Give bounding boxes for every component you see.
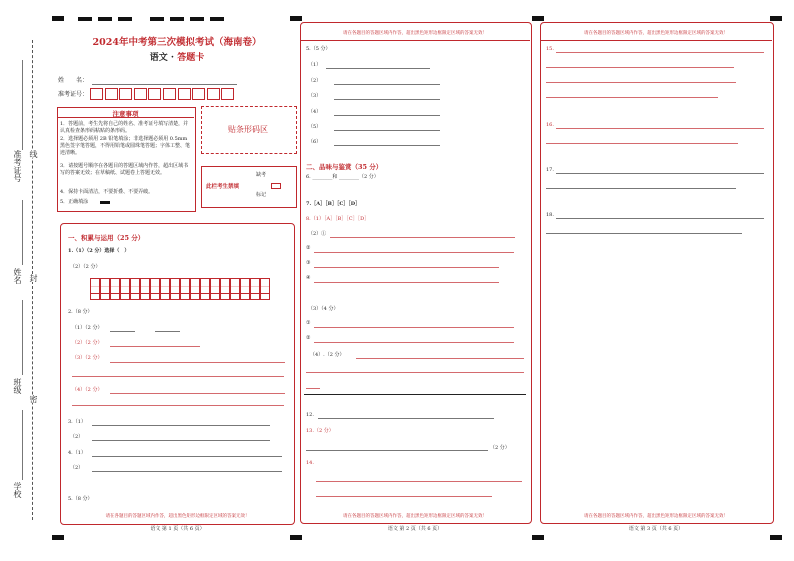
binding-field-line [22,410,23,480]
answer-line[interactable] [314,267,499,268]
ticket-digit-box[interactable] [178,88,191,100]
q15: 15. [546,46,554,52]
alignment-mark [190,17,204,21]
answer-line[interactable] [556,52,764,53]
q2-1: （1）（2 分） [72,325,103,331]
q6: 6. ________和 ________（2 分） [306,174,379,180]
q5: 5.（8 分） [68,496,93,502]
barcode-label: 贴条形码区 [228,125,268,134]
subtitle-red: 答题卡 [177,53,205,63]
grid-cell[interactable] [230,286,240,300]
q1-1: 1.（1）（2 分）选择（ ） [68,248,130,254]
answer-line[interactable] [546,233,742,234]
grid-cell[interactable] [250,286,260,300]
answer-line[interactable] [334,84,440,85]
q5-1: （1） [308,62,322,68]
notice-item: 3．请按题号顺序在各题目的答题区域内作答，超出区域书写的答案无效；在草稿纸、试题卷上答题无效。 [60,163,189,176]
q3-2: （2） [70,434,84,440]
section-1-title: 一、积累与运用（25 分） [68,234,145,242]
grid-cell[interactable] [100,286,110,300]
q18: 18. [546,212,554,218]
notice-item: 4．保持卡面清洁，不要折叠、不要弄破。 [60,189,154,195]
answer-line[interactable] [546,97,718,98]
answer-line[interactable] [72,376,284,377]
alignment-mark [52,535,64,540]
q8-1 [306,216,369,223]
q3-1: 3.（1） [68,419,86,425]
grid-cell[interactable] [130,286,140,300]
answer-line[interactable] [546,188,736,189]
q2: 2.（8 分） [68,309,93,315]
notice-item: 5．正确填涂 [60,199,89,205]
grid-cell[interactable] [190,286,200,300]
name-label: 姓 名： [58,77,89,84]
q4-2: （2） [70,465,84,471]
page-footer: 语文 第 1 页（共 6 页） [150,526,205,532]
answer-line[interactable] [314,327,514,328]
ticket-digit-box[interactable] [148,88,161,100]
answer-line[interactable] [546,143,738,144]
boundary-notice: 请在各题目的答题区域内作答，超出黑色矩形边框限定区域的答案无效！ [584,31,728,36]
ticket-digit-box[interactable] [207,88,220,100]
alignment-mark [290,535,302,540]
q1-2: （2）（2 分） [70,264,101,270]
alignment-mark [770,16,782,21]
binding-class-label: 班级 [13,378,22,394]
binding-name-label: 姓名 [13,268,22,284]
circled-4: ④ [306,275,311,281]
notice-divider [540,40,772,41]
alignment-mark [532,535,544,540]
answer-line[interactable] [556,173,764,174]
section-2-title: 二、品味与鉴赏（35 分） [306,163,383,171]
alignment-mark [210,17,224,21]
q14: 14. [306,460,314,466]
binding-field-line [22,300,23,375]
ticket-digit-box[interactable] [221,88,234,100]
ticket-digit-box[interactable] [192,88,205,100]
answer-line[interactable] [546,82,736,83]
binding-field-line [22,60,23,150]
answer-line[interactable] [356,358,524,359]
q5-title: 5.（5 分） [306,46,331,52]
q2-2: （2）（2 分） [72,340,103,346]
notice-title: 注意事项 [112,110,139,118]
q5-5: （5） [308,124,322,130]
answer-line[interactable] [316,496,492,497]
q7: 7.［A］［B］［C］［D］ [306,201,361,207]
absent-checkbox[interactable] [271,183,281,189]
notice-item: 1．答题前，考生先将自己的姓名、准考证号填写清楚，并认真检查条形码粘贴的条形码。 [60,121,189,134]
answer-line[interactable] [334,115,440,116]
boundary-notice: 请在各题目的答题区域内作答，超出黑色矩形边框限定区域的答案无效！ [105,514,250,519]
page-footer: 语文 第 3 页（共 6 页） [628,526,684,532]
notice-divider [300,40,530,41]
q8-3: （3）（4 分） [308,306,339,312]
binding-seal-label: 封 [29,274,38,282]
answer-line[interactable] [92,440,270,441]
q8-2: （2）① [308,231,327,237]
grid-cell[interactable] [260,286,270,300]
q5-3: （3） [308,93,322,99]
grid-cell[interactable] [150,286,160,300]
answer-line[interactable] [318,418,494,419]
circled-3: ③ [306,260,311,266]
q5-6: （6） [308,139,322,145]
alignment-mark [98,17,112,21]
q4-1: 4.（1） [68,450,86,456]
ticket-digit-box[interactable] [119,88,132,100]
answer-line[interactable] [326,68,430,69]
absent-note: 此栏考生禁填 [206,184,240,190]
answer-line[interactable] [556,128,764,129]
q5-4: （4） [308,109,322,115]
binding-school-label: 学校 [13,482,22,498]
absent-label: 缺考 [256,172,267,178]
grid-cell[interactable] [220,286,230,300]
q17: 17. [546,167,554,173]
grid-cell[interactable] [210,286,220,300]
grid-cell[interactable] [90,286,100,300]
boundary-notice: 请在各题目的答题区域内作答，超出黑色矩形边框限定区域的答案无效！ [343,514,487,519]
q5-2: （2） [308,78,322,84]
answer-line[interactable] [306,450,488,451]
answer-line[interactable] [334,130,440,131]
q2-3: （3）（2 分） [72,355,103,361]
alignment-mark [290,16,302,21]
grid-cell[interactable] [110,286,120,300]
answer-line[interactable] [72,405,284,406]
section-divider [304,394,526,395]
q13-points: （2 分） [490,445,510,451]
q8-1-label: 8.（1）［A］［B］［C］［D］ [306,216,370,222]
answer-line[interactable] [110,331,135,332]
alignment-mark [770,535,782,540]
binding-seal-label: 密 [29,395,38,403]
answer-line[interactable] [316,481,522,482]
answer-line[interactable] [155,331,180,332]
page-footer: 语文 第 2 页（共 6 页） [387,526,443,532]
subtitle-prefix: 语文 · [149,53,178,63]
grid-cell[interactable] [160,286,170,300]
alignment-mark [170,17,184,21]
ticket-digit-box[interactable] [105,88,118,100]
grid-cell[interactable] [240,286,250,300]
binding-field-line [22,200,23,265]
sheet-subtitle [72,50,282,63]
circled2-1: ① [306,320,311,326]
absent-label: 标记 [256,192,267,198]
circled-2: ② [306,245,311,251]
answer-line[interactable] [314,252,514,253]
alignment-mark [78,17,92,21]
answer-line[interactable] [110,362,285,363]
boundary-notice: 请在各题目的答题区域内作答，超出黑色矩形边框限定区域的答案无效！ [584,514,728,519]
q13: 13.（2 分） [306,428,334,434]
answer-line[interactable] [334,99,440,100]
answer-line[interactable] [110,346,200,347]
notice-divider [57,117,194,118]
ticket-digit-box[interactable] [163,88,176,100]
answer-line[interactable] [110,393,285,394]
alignment-mark [52,16,64,21]
binding-ticket-label: 准考证号 [13,150,22,182]
q2-4: （4）（2 分） [72,387,103,393]
answer-line[interactable] [556,218,764,219]
answer-line[interactable] [314,342,514,343]
alignment-mark [150,17,164,21]
ticket-label: 准考证号： [58,91,89,98]
alignment-mark [118,17,132,21]
answer-line[interactable] [334,145,440,146]
binding-seal-label: 线 [29,150,38,158]
answer-line[interactable] [92,471,282,472]
notice-item: 2．选择题必须用 2B 铅笔填涂；非选择题必须用 0.5mm 黑色签字笔答题，不得用铅笔或圆珠笔答题；字体工整、笔迹清晰。 [60,136,191,156]
grid-cell[interactable] [140,286,150,300]
q16: 16. [546,122,554,128]
answer-line[interactable] [306,388,320,389]
fill-sample [100,201,110,204]
alignment-mark [532,16,544,21]
boundary-notice: 请在各题目的答题区域内作答，超出黑色矩形边框限定区域的答案无效！ [343,31,487,36]
ticket-digit-box[interactable] [134,88,147,100]
answer-line[interactable] [92,456,282,457]
circled2-2: ② [306,335,311,341]
answer-line[interactable] [546,67,734,68]
q8-4: （4）.（2 分） [310,352,345,358]
name-field[interactable] [92,84,237,85]
sheet-title: 2024年中考第三次模拟考试（海南卷） [92,37,262,48]
grid-cell[interactable] [200,286,210,300]
answer-line[interactable] [306,372,524,373]
grid-cell[interactable] [180,286,190,300]
ticket-digit-box[interactable] [90,88,103,100]
grid-cell[interactable] [120,286,130,300]
grid-cell[interactable] [170,286,180,300]
q12: 12. [306,412,314,418]
answer-line[interactable] [314,282,499,283]
answer-line[interactable] [92,425,270,426]
answer-line[interactable] [330,237,515,238]
